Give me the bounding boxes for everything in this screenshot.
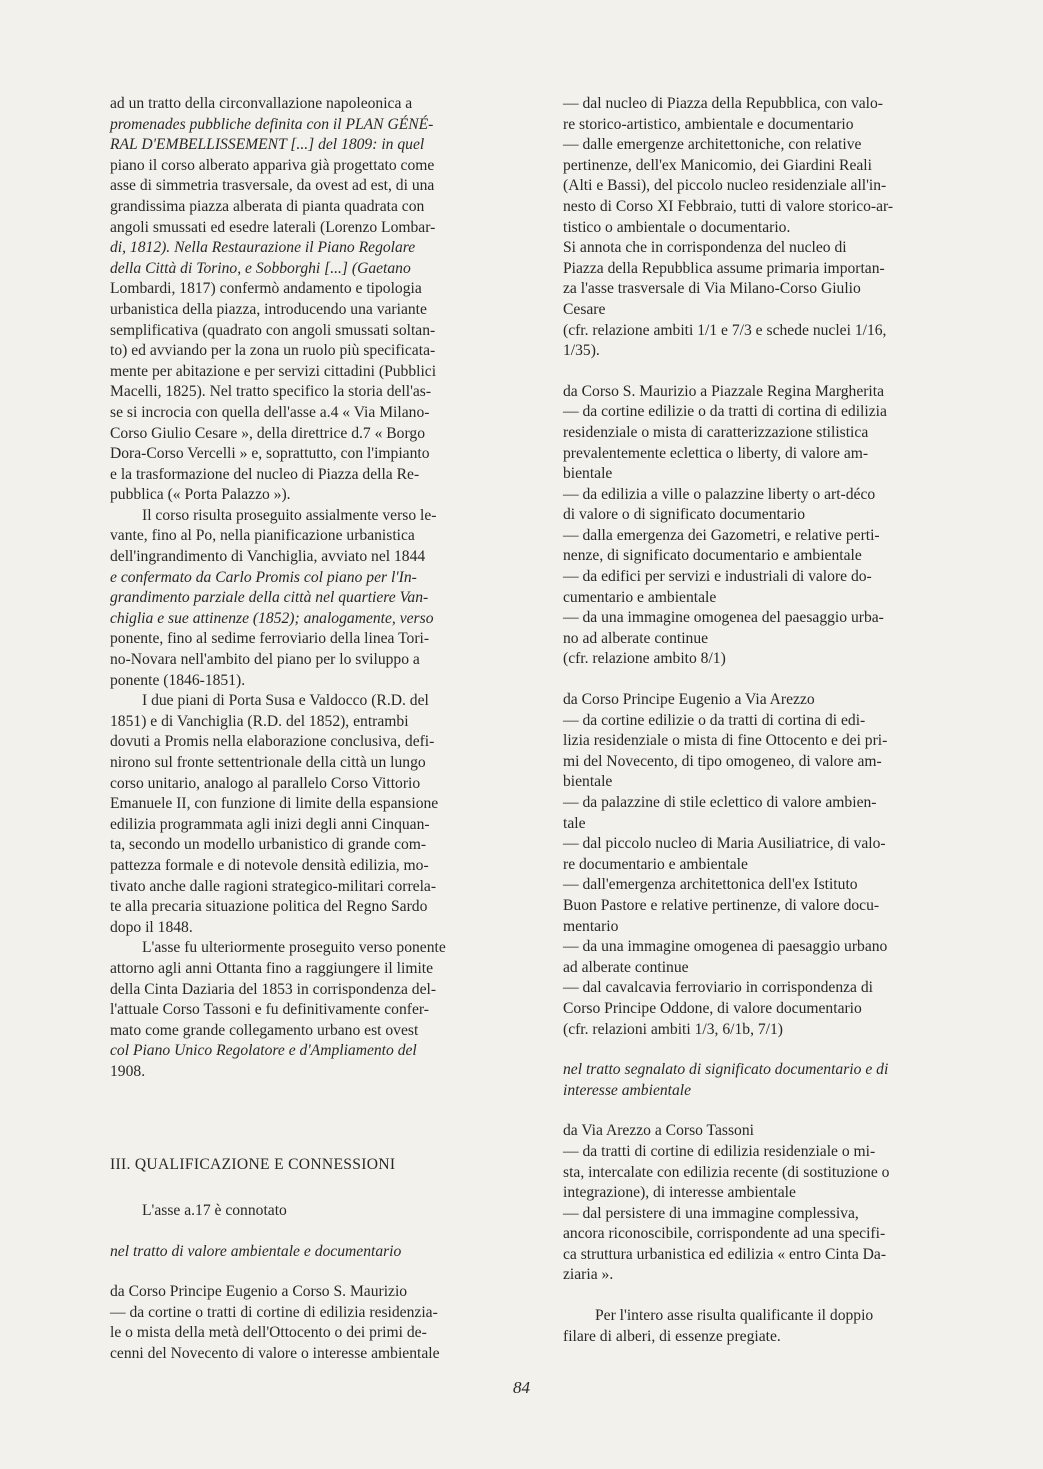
text-line: bientale xyxy=(563,465,613,483)
text-line: interesse ambientale xyxy=(563,1081,692,1099)
text-line: — da edifici per servizi e industriali di valore do- xyxy=(563,568,872,586)
text-line: — dalla emergenza dei Gazometri, e relative perti- xyxy=(563,526,880,544)
text-line: — da cortine edilizie o da tratti di cortina di edi- xyxy=(563,711,866,729)
text-line: L'asse fu ulteriormente proseguito verso ponente xyxy=(142,939,446,957)
text-line: Piazza della Repubblica assume primaria importan- xyxy=(563,259,885,277)
text-line: nenze, di significato documentario e ambientale xyxy=(563,547,862,565)
text-line: Dora-Corso Vercelli » e, soprattutto, con l'impianto xyxy=(110,445,430,463)
text-line: della Città di Torino, e Sobborghi [...] (Gaetano xyxy=(110,259,411,277)
text-line: (Alti e Bassi), del piccolo nucleo residenziale all'in- xyxy=(563,177,887,195)
text-line: pubblica (« Porta Palazzo »). xyxy=(110,486,291,504)
text-line: — da tratti di cortine di edilizia residenziale o mi- xyxy=(563,1142,876,1160)
block-principe-eugenio-s-maurizio xyxy=(110,1282,518,1364)
text-line: e confermato da Carlo Promis col piano per l'In- xyxy=(110,568,417,586)
text-line: mi del Novecento, di tipo omogeneo, di valore am- xyxy=(563,752,882,770)
text-line: no-Novara nell'ambito del piano per lo sviluppo a xyxy=(110,651,420,669)
text-line: — dal nucleo di Piazza della Repubblica, con valo- xyxy=(563,95,883,112)
final-paragraph xyxy=(563,1306,971,1347)
text-line: Il corso risulta proseguito assialmente verso le- xyxy=(142,506,437,524)
paragraph-3 xyxy=(110,691,518,938)
text-line: (cfr. relazioni ambiti 1/3, 6/1b, 7/1) xyxy=(563,1020,783,1038)
text-line: da Corso Principe Eugenio a Via Arezzo xyxy=(563,691,815,709)
text-line: l'attuale Corso Tassoni e fu definitivamente confer- xyxy=(110,1001,429,1019)
italic-subheading-text: nel tratto di valore ambientale e documentario xyxy=(110,1242,402,1260)
text-line: Corso Giulio Cesare », della direttrice d.7 « Borgo xyxy=(110,424,425,442)
page-number: 84 xyxy=(513,1378,530,1397)
text-line: Si annota che in corrispondenza del nucleo di xyxy=(563,239,847,257)
text-line: Buon Pastore e relative pertinenze, di valore docu- xyxy=(563,896,880,914)
text-line: corso unitario, analogo al parallelo Corso Vittorio xyxy=(110,774,421,792)
text-line: vante, fino al Po, nella pianificazione urbanistica xyxy=(110,527,415,545)
paragraph-4 xyxy=(110,938,518,1082)
text-line: ziaria ». xyxy=(563,1266,614,1284)
text-line: pattezza formale e di notevole densità edilizia, mo- xyxy=(110,856,429,874)
text-line: promenades pubbliche definita con il PLAN GÉNÉ- xyxy=(110,115,434,133)
text-line: 1851) e di Vanchiglia (R.D. del 1852), entrambi xyxy=(110,712,409,730)
text-line: urbanistica della piazza, introducendo una variante xyxy=(110,300,427,318)
text-line: edilizia programmata agli inizi degli anni Cinquan- xyxy=(110,815,430,833)
text-line: tivato anche dalle ragioni strategico-militari correla- xyxy=(110,877,437,895)
text-line: angoli smussati ed esedre laterali (Lorenzo Lombar- xyxy=(110,218,436,236)
text-line: za l'asse trasversale di Via Milano-Corso Giulio xyxy=(563,280,861,298)
text-line: Emanuele II, con funzione di limite della espansione xyxy=(110,795,439,813)
text-line: re storico-artistico, ambientale e documentario xyxy=(563,115,854,133)
text-line: tistico o ambientale o documentario. xyxy=(563,218,791,236)
text-line: dell'ingrandimento di Vanchiglia, avviato nel 1844 xyxy=(110,548,426,566)
text-line: RAL D'EMBELLISSEMENT [...] del 1809: in quel xyxy=(110,136,425,154)
text-line: piano il corso alberato appariva già progettato come xyxy=(110,156,435,174)
text-line: nel tratto segnalato di significato documentario e di xyxy=(563,1061,889,1079)
section-heading: III. QUALIFICAZIONE E CONNESSIONI xyxy=(110,1155,396,1173)
text-line: da Corso S. Maurizio a Piazzale Regina Margherita xyxy=(563,382,885,400)
text-line: mentario xyxy=(563,917,619,935)
text-line: — dal cavalcavia ferroviario in corrispondenza di xyxy=(563,979,874,997)
italic-subheading-2 xyxy=(563,1060,971,1101)
section-intro: L'asse a.17 è connotato xyxy=(142,1202,287,1220)
text-line: Macelli, 1825). Nel tratto specifico la storia dell'as- xyxy=(110,383,432,401)
text-line: — dalle emergenze architettoniche, con relative xyxy=(563,136,862,154)
text-line: Lombardi, 1817) confermò andamento e tipologia xyxy=(110,280,422,298)
text-line: ta, secondo un modello urbanistico di grande com- xyxy=(110,836,427,854)
text-line: — dall'emergenza architettonica dell'ex Istituto xyxy=(563,876,858,894)
text-line: cumentario e ambientale xyxy=(563,588,717,606)
text-line: — da palazzine di stile eclettico di valore ambien- xyxy=(563,794,877,811)
text-line: di valore o di significato documentario xyxy=(563,506,806,524)
left-column xyxy=(110,94,518,1365)
text-line: Per l'intero asse risulta qualificante il doppio xyxy=(595,1307,874,1325)
text-line: da Corso Principe Eugenio a Corso S. Maurizio xyxy=(110,1283,408,1301)
text-line: 1908. xyxy=(110,1062,146,1080)
text-line: — da cortine o tratti di cortine di edilizia residenzia- xyxy=(110,1303,438,1321)
text-line: filare di alberi, di essenze pregiate. xyxy=(563,1327,781,1345)
text-line: (cfr. relazione ambiti 1/1 e 7/3 e schede nuclei 1/16, xyxy=(563,321,887,339)
text-line: nesto di Corso XI Febbraio, tutti di valore storico-ar- xyxy=(563,197,894,215)
text-line: asse di simmetria trasversale, da ovest ad est, di una xyxy=(110,177,435,195)
text-line: — dal piccolo nucleo di Maria Ausiliatrice, di valo- xyxy=(563,835,886,853)
block-principe-eugenio-arezzo xyxy=(563,690,971,1040)
text-line: di, 1812). Nella Restaurazione il Piano Regolare xyxy=(110,239,416,257)
text-line: (cfr. relazione ambito 8/1) xyxy=(563,650,726,668)
block-continued xyxy=(563,94,971,362)
text-line: pertinenze, dell'ex Manicomio, dei Giardini Reali xyxy=(563,156,872,174)
text-line: col Piano Unico Regolatore e d'Ampliamento del xyxy=(110,1042,417,1060)
text-line: dopo il 1848. xyxy=(110,918,193,936)
text-line: — da edilizia a ville o palazzine liberty o art-déco xyxy=(563,485,876,503)
text-line: — da una immagine omogenea di paesaggio urbano xyxy=(563,938,888,956)
text-line: chiglia e sue attinenze (1852); analogamente, verso xyxy=(110,609,434,627)
paragraph-1 xyxy=(110,94,518,506)
text-line: ad un tratto della circonvallazione napoleonica a xyxy=(110,95,413,112)
text-line: re documentario e ambientale xyxy=(563,855,748,873)
text-line: da Via Arezzo a Corso Tassoni xyxy=(563,1122,754,1140)
italic-subheading xyxy=(110,1242,518,1263)
text-line: ancora riconoscibile, corrispondente ad una specifi- xyxy=(563,1225,886,1243)
text-line: dovuti a Promis nella elaborazione conclusiva, defi- xyxy=(110,733,435,751)
text-line: sta, intercalate con edilizia recente (di sostituzione o xyxy=(563,1163,890,1181)
text-line: I due piani di Porta Susa e Valdocco (R.D. del xyxy=(142,692,429,710)
block-s-maurizio-regina-margherita xyxy=(563,382,971,670)
text-line: ca struttura urbanistica ed edilizia « entro Cinta Da- xyxy=(563,1245,887,1263)
text-line: semplificativa (quadrato con angoli smussati soltan- xyxy=(110,321,436,339)
text-line: no ad alberate continue xyxy=(563,629,709,647)
text-line: se si incrocia con quella dell'asse a.4 « Via Milano- xyxy=(110,403,430,421)
block-arezzo-tassoni xyxy=(563,1121,971,1286)
text-line: ponente (1846-1851). xyxy=(110,671,246,689)
text-line: grandissima piazza alberata di pianta quadrata con xyxy=(110,197,425,215)
text-line: — da cortine edilizie o da tratti di cortina di edilizia xyxy=(563,403,887,421)
text-line: della Cinta Daziaria del 1853 in corrispondenza del- xyxy=(110,980,437,998)
text-line: te alla precaria situazione politica del Regno Sardo xyxy=(110,898,428,916)
text-line: ponente, fino al sedime ferroviario della linea Tori- xyxy=(110,630,430,648)
text-line: mente per abitazione e per servizi cittadini (Pubblici xyxy=(110,362,437,380)
text-line: lizia residenziale o mista di fine Ottocento e dei pri- xyxy=(563,732,888,750)
text-line: attorno agli anni Ottanta fino a raggiungere il limite xyxy=(110,959,434,977)
text-line: integrazione), di interesse ambientale xyxy=(563,1184,796,1202)
paragraph-2 xyxy=(110,506,518,691)
text-line: cenni del Novecento di valore o interesse ambientale xyxy=(110,1345,440,1363)
text-line: — dal persistere di una immagine complessiva, xyxy=(563,1204,859,1222)
text-line: e la trasformazione del nucleo di Piazza della Re- xyxy=(110,465,420,483)
text-line: nirono sul fronte settentrionale della città un lungo xyxy=(110,754,426,771)
text-line: 1/35). xyxy=(563,342,600,360)
text-line: — da una immagine omogenea del paesaggio urba- xyxy=(563,609,884,627)
text-line: le o mista della metà dell'Ottocento o dei primi de- xyxy=(110,1324,427,1342)
text-line: mato come grande collegamento urbano est ovest xyxy=(110,1021,419,1039)
text-line: to) ed avviando per la zona un ruolo più specificata- xyxy=(110,342,436,360)
text-line: Corso Principe Oddone, di valore documentario xyxy=(563,999,862,1017)
text-line: grandimento parziale della città nel quartiere Van- xyxy=(110,589,429,607)
right-column xyxy=(563,94,971,1347)
text-line: tale xyxy=(563,814,586,832)
text-line: Cesare xyxy=(563,300,606,318)
text-line: residenziale o mista di caratterizzazione stilistica xyxy=(563,423,869,441)
text-line: bientale xyxy=(563,773,613,791)
text-line: ad alberate continue xyxy=(563,958,689,976)
text-line: prevalentemente eclettica o liberty, di valore am- xyxy=(563,444,869,462)
